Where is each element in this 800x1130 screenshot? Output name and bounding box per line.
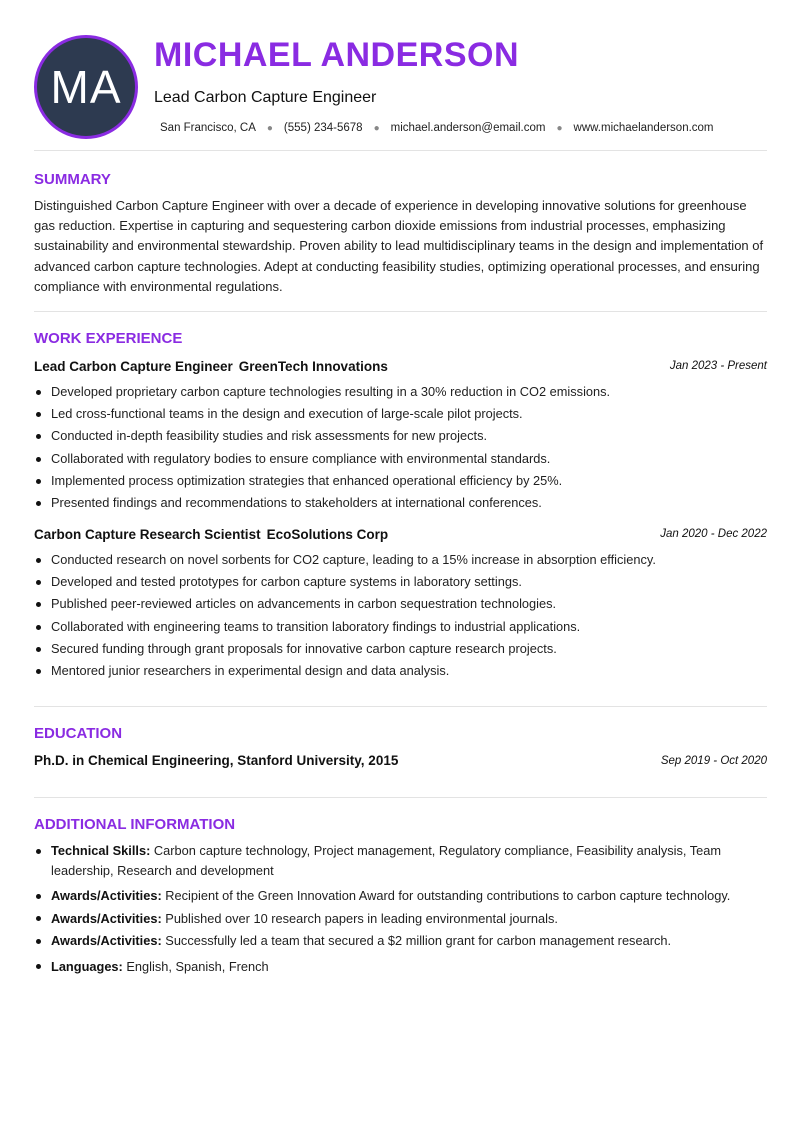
contact-location: San Francisco, CA (160, 122, 256, 134)
avatar (34, 35, 138, 139)
job-company: EcoSolutions Corp (266, 527, 389, 542)
work-experience-heading: WORK EXPERIENCE (34, 330, 183, 347)
list-item (34, 841, 767, 880)
additional-info-heading: ADDITIONAL INFORMATION (34, 816, 236, 833)
candidate-name: MICHAEL ANDERSON (154, 36, 520, 74)
candidate-title: Lead Carbon Capture Engineer (154, 89, 377, 106)
list-item: Collaborated with engineering teams to transition laboratory findings to industrial applications. (34, 616, 767, 638)
contact-email[interactable]: michael.anderson@email.com (390, 122, 546, 134)
additional-info-list (34, 841, 767, 976)
list-item (34, 886, 767, 906)
list-item (34, 931, 767, 951)
summary-text: Distinguished Carbon Capture Engineer with over a decade of experience in developing innovative solutions for greenhouse gas reduction. Expertise in capturing and sequestering carbon dioxide emissions from industrial processes, emphasizing sustainability and environmental stewardship. Proven ability to lead multidisciplinary teams in the design and implementation of advanced carbon capture technologies. Adept at conducting feasibility studies, optimizing operational processes, and ensuring compliance with environmental regulations. (34, 198, 764, 294)
job-header (34, 527, 767, 545)
list-item: Conducted research on novel sorbents for CO2 capture, leading to a 15% increase in absorption efficiency. (34, 549, 767, 571)
list-item: Developed proprietary carbon capture technologies resulting in a 30% reduction in CO2 emissions. (34, 381, 767, 403)
divider (34, 797, 767, 798)
list-item: Presented findings and recommendations to stakeholders at international conferences. (34, 492, 767, 514)
separator-dot-icon: ● (266, 122, 273, 134)
contact-bar (160, 121, 714, 135)
item-text: Successfully led a team that secured a $2 million grant for carbon management research. (165, 933, 672, 948)
list-item: Collaborated with regulatory bodies to ensure compliance with environmental standards. (34, 448, 767, 470)
job-header (34, 359, 767, 377)
item-label: Languages: (51, 958, 123, 974)
list-item: Led cross-functional teams in the design and execution of large-scale pilot projects. (34, 403, 767, 425)
job-role: Lead Carbon Capture Engineer (34, 359, 233, 374)
list-item (34, 909, 767, 929)
contact-phone[interactable]: (555) 234-5678 (283, 122, 363, 134)
item-text: English, Spanish, French (126, 958, 269, 974)
education-dates: Sep 2019 - Oct 2020 (660, 755, 767, 767)
list-item: Developed and tested prototypes for carbon capture systems in laboratory settings. (34, 571, 767, 593)
avatar-initials: MA (50, 61, 122, 113)
contact-website[interactable]: www.michaelanderson.com (573, 122, 714, 134)
job-dates: Jan 2020 - Dec 2022 (660, 528, 767, 540)
list-item (34, 957, 767, 977)
item-label: Awards/Activities: (51, 910, 162, 926)
separator-dot-icon: ● (556, 122, 563, 134)
job-company: GreenTech Innovations (238, 359, 388, 374)
job-bullets (34, 549, 767, 682)
divider (34, 150, 767, 151)
item-text: Recipient of the Green Innovation Award for outstanding contributions to carbon capture technology. (165, 888, 731, 903)
list-item: Conducted in-depth feasibility studies and risk assessments for new projects. (34, 425, 767, 447)
education-entry (34, 753, 767, 771)
item-text: Carbon capture technology, Project management, Regulatory compliance, Feasibility analysis, Team leadership, Research and development (51, 843, 722, 878)
list-item: Implemented process optimization strategies that enhanced operational efficiency by 25%. (34, 470, 767, 492)
education-degree: Ph.D. in Chemical Engineering, Stanford University, 2015 (34, 753, 399, 768)
list-item: Secured funding through grant proposals for innovative carbon capture research projects. (34, 638, 767, 660)
item-label: Technical Skills: (51, 843, 151, 858)
item-label: Awards/Activities: (51, 933, 162, 948)
divider (34, 311, 767, 312)
item-label: Awards/Activities: (51, 888, 162, 903)
list-item: Published peer-reviewed articles on advancements in carbon sequestration technologies. (34, 593, 767, 615)
education-heading: EDUCATION (34, 725, 123, 742)
summary-heading: SUMMARY (34, 171, 111, 188)
separator-dot-icon: ● (373, 122, 380, 134)
job-role: Carbon Capture Research Scientist (34, 527, 261, 542)
job-dates: Jan 2023 - Present (669, 360, 767, 372)
item-text: Published over 10 research papers in leading environmental journals. (165, 910, 558, 926)
job-bullets (34, 381, 767, 514)
divider (34, 706, 767, 707)
list-item: Mentored junior researchers in experimental design and data analysis. (34, 660, 767, 682)
